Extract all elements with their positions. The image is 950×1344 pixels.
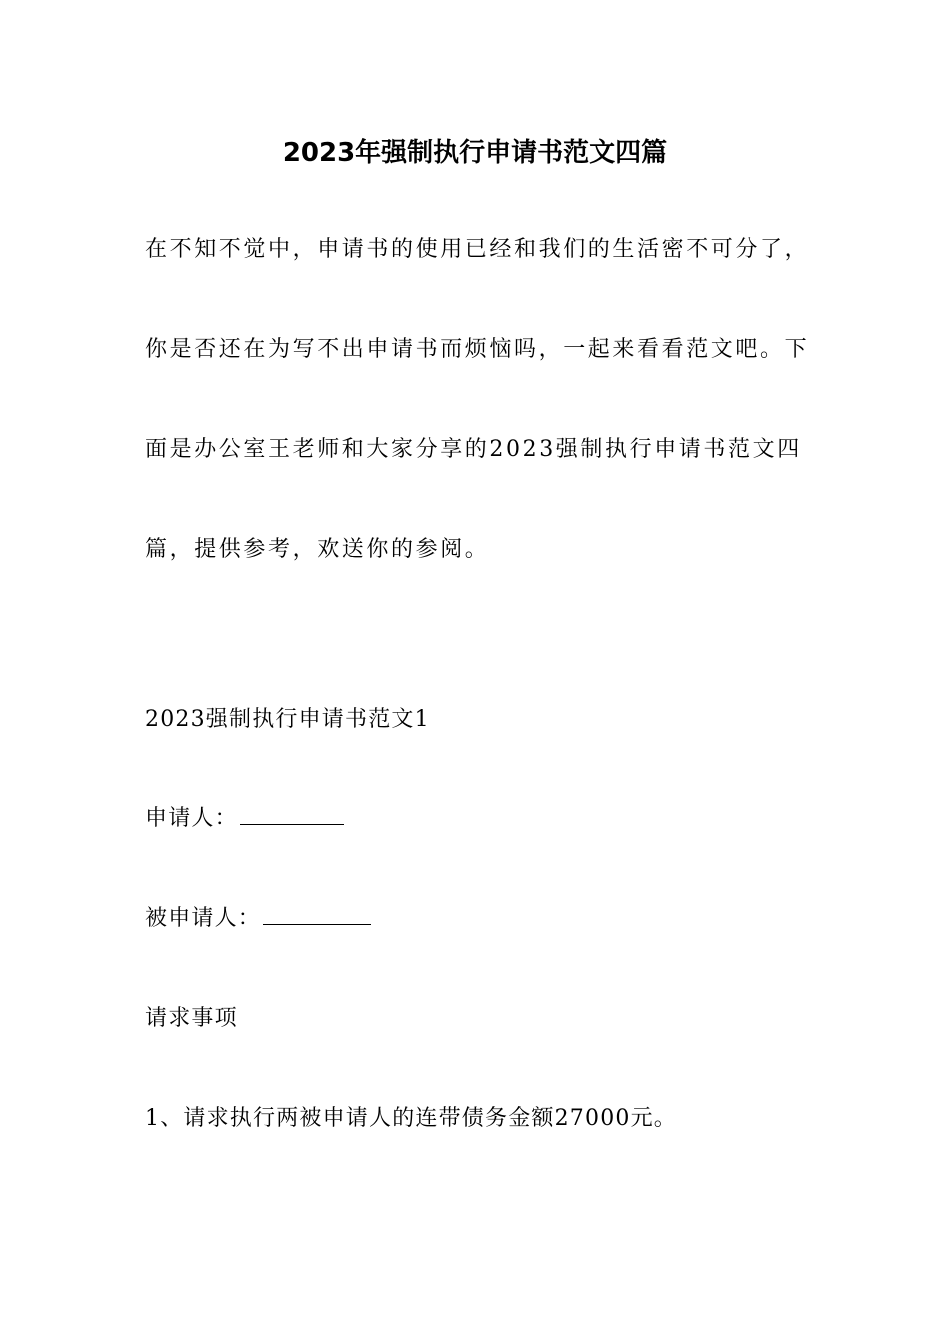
intro-line-2: 你是否还在为写不出申请书而烦恼吗，一起来看看范文吧。下 [145, 337, 810, 362]
applicant-blank [240, 806, 344, 825]
claim-item-1: 1、请求执行两被申请人的连带债务金额27000元。 [145, 1106, 677, 1131]
respondent-label: 被申请人： [145, 906, 262, 931]
intro-line-1: 在不知不觉中，申请书的使用已经和我们的生活密不可分了， [145, 237, 810, 262]
intro-paragraph [145, 200, 810, 600]
claims-heading: 请求事项 [145, 1006, 238, 1031]
intro-line-4: 篇，提供参考，欢送你的参阅。 [145, 537, 490, 562]
respondent-line [145, 899, 371, 939]
intro-line-3: 面是办公室王老师和大家分享的2023强制执行申请书范文四 [145, 437, 802, 462]
applicant-label: 申请人： [145, 806, 238, 831]
document-title: 2023年强制执行申请书范文四篇 [282, 138, 668, 168]
respondent-blank [263, 906, 371, 925]
applicant-line [145, 799, 344, 839]
section-heading: 2023强制执行申请书范文1 [145, 707, 430, 732]
